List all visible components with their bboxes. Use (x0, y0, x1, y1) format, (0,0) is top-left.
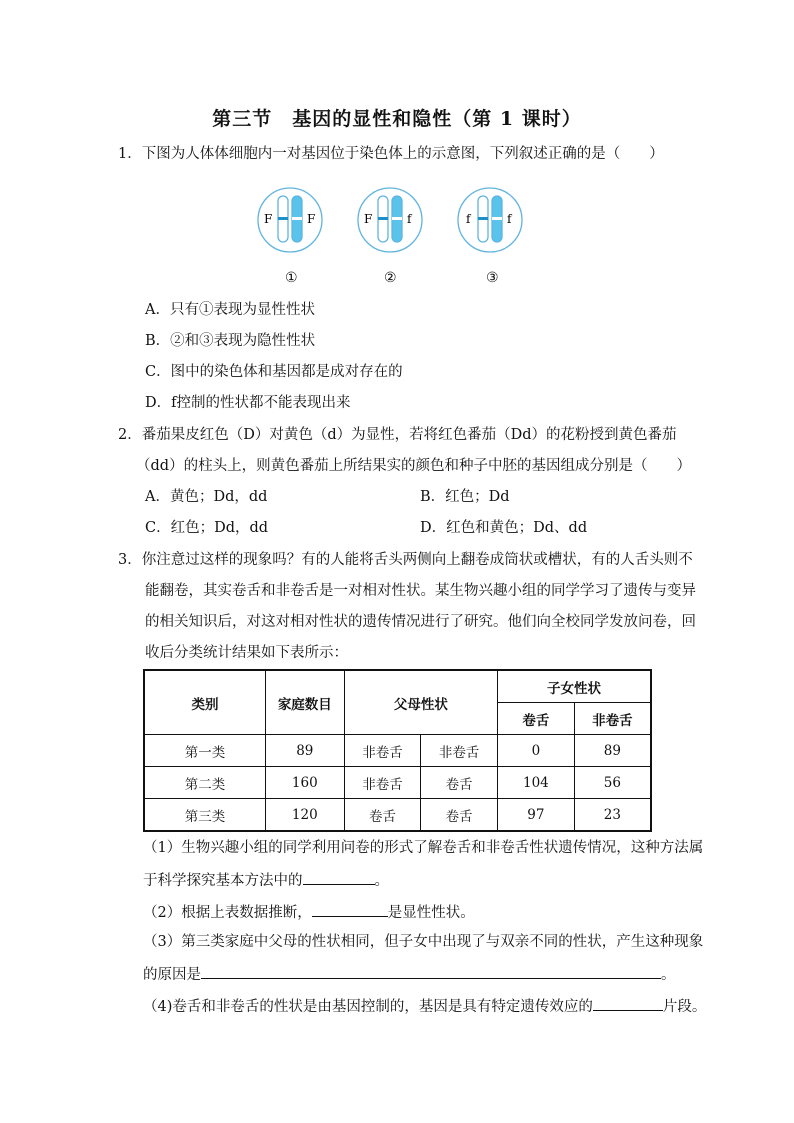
sub-question-4-line (143, 995, 706, 1017)
gene-label-left: F (264, 212, 273, 226)
answer-blank-1[interactable] (303, 869, 375, 885)
gene-label-left: F (364, 212, 373, 226)
header-parents: 父母性状 (344, 670, 497, 735)
cell-nonroll: 56 (574, 767, 651, 799)
question-2-stem-line-2: （dd）的柱头上，则黄色番茄上所结果实的颜色和种子中胚的基因组成分别是（ ） (136, 458, 692, 474)
sub-question-3-line-1: （3）第三类家庭中父母的性状相同，但子女中出现了与双亲不同的性状，产生这种现象 (143, 934, 704, 950)
cell-roll: 104 (498, 767, 575, 799)
question-1-option-b: B．②和③表现为隐性性状 (145, 333, 316, 349)
gene-locus (278, 217, 288, 220)
table-row (144, 735, 651, 767)
sub-question-3-line-2 (143, 963, 676, 985)
cell-parent-1: 卷舌 (344, 799, 421, 832)
cell-families: 160 (265, 767, 344, 799)
answer-blank-3[interactable] (201, 963, 661, 979)
question-1-option-a: A．只有①表现为显性性状 (145, 302, 315, 318)
sub-question-2-line (143, 901, 475, 923)
question-2-stem-line-1: 2．番茄果皮红色（D）对黄色（d）为显性，若将红色番茄（Dd）的花粉授到黄色番茄 (118, 427, 677, 443)
sub-question-4-end: 片段。 (662, 999, 707, 1015)
sub-question-2-text: （2）根据上表数据推断， (143, 905, 312, 921)
header-category: 类别 (144, 670, 265, 735)
gene-label-right: f (507, 212, 512, 226)
question-3-stem-line-3: 的相关知识后，对这对相对性状的遗传情况进行了研究。他们向全校同学发放问卷，回 (145, 614, 696, 630)
table-row (144, 799, 651, 832)
gene-label-right: F (307, 212, 316, 226)
sub-question-1-end: 。 (374, 873, 389, 889)
gene-locus (392, 217, 402, 220)
gene-label-left: f (466, 212, 471, 226)
sub-question-4-text: （4)卷舌和非卷舌的性状是由基因控制的，基因是具有特定遗传效应的 (143, 999, 593, 1015)
sub-question-1-line-2 (143, 869, 389, 891)
sub-question-1-line-1: （1）生物兴趣小组的同学利用问卷的形式了解卷舌和非卷舌性状遗传情况，这种方法属 (143, 840, 704, 856)
cell-families: 120 (265, 799, 344, 832)
question-1-option-d: D．f控制的性状都不能表现出来 (145, 395, 351, 411)
question-3-stem-line-4: 收后分类统计结果如下表所示： (145, 645, 348, 661)
gene-label-right: f (407, 212, 412, 226)
sub-question-2-end: 是显性性状。 (387, 905, 475, 921)
answer-blank-4[interactable] (593, 995, 663, 1011)
gene-locus (378, 217, 388, 220)
sub-question-1-text: 于科学探究基本方法中的 (143, 873, 303, 889)
survey-results-table (143, 669, 652, 832)
page-title: 第三节 基因的显性和隐性（第 1 课时） (212, 108, 582, 130)
cell-3 (458, 188, 522, 252)
cell-roll: 97 (498, 799, 575, 832)
question-2-option-a: A．黄色；Dd，dd (145, 489, 268, 505)
table-row (144, 767, 651, 799)
cell-families: 89 (265, 735, 344, 767)
figure-label-2: ② (384, 270, 397, 286)
cell-nonroll: 89 (574, 735, 651, 767)
cell-category: 第一类 (144, 735, 265, 767)
cell-2 (358, 188, 422, 252)
answer-blank-2[interactable] (312, 901, 388, 917)
cell-parent-2: 卷舌 (421, 799, 498, 832)
cell-roll: 0 (498, 735, 575, 767)
cell-1 (258, 188, 322, 252)
gene-locus (478, 217, 488, 220)
header-roll: 卷舌 (498, 703, 575, 735)
question-2-option-c: C．红色；Dd，dd (145, 520, 269, 536)
cell-parent-1: 非卷舌 (344, 767, 421, 799)
question-3-stem-line-2: 能翻卷，其实卷舌和非卷舌是一对相对性状。某生物兴趣小组的同学学习了遗传与变异 (145, 583, 696, 599)
cell-category: 第三类 (144, 799, 265, 832)
sub-question-3-end: 。 (661, 967, 676, 983)
cell-category: 第二类 (144, 767, 265, 799)
question-2-option-b: B．红色；Dd (420, 489, 510, 505)
question-1-stem: 1．下图为人体体细胞内一对基因位于染色体上的示意图，下列叙述正确的是（ ） (118, 146, 664, 162)
cell-parent-2: 非卷舌 (421, 735, 498, 767)
figure-label-1: ① (285, 270, 298, 286)
cell-parent-2: 卷舌 (421, 767, 498, 799)
header-nonroll: 非卷舌 (574, 703, 651, 735)
question-3-stem-line-1: 3．你注意过这样的现象吗？有的人能将舌头两侧向上翻卷成筒状或槽状，有的人舌头则不 (118, 552, 693, 568)
cell-nonroll: 23 (574, 799, 651, 832)
header-children: 子女性状 (498, 670, 651, 703)
header-families: 家庭数目 (265, 670, 344, 735)
figure-label-3: ③ (486, 270, 499, 286)
question-2-option-d: D．红色和黄色；Dd、dd (420, 520, 588, 536)
question-1-option-c: C．图中的染色体和基因都是成对存在的 (145, 364, 403, 380)
gene-locus (292, 217, 302, 220)
cell-parent-1: 非卷舌 (344, 735, 421, 767)
gene-locus (492, 217, 502, 220)
sub-question-3-text: 的原因是 (143, 967, 201, 983)
